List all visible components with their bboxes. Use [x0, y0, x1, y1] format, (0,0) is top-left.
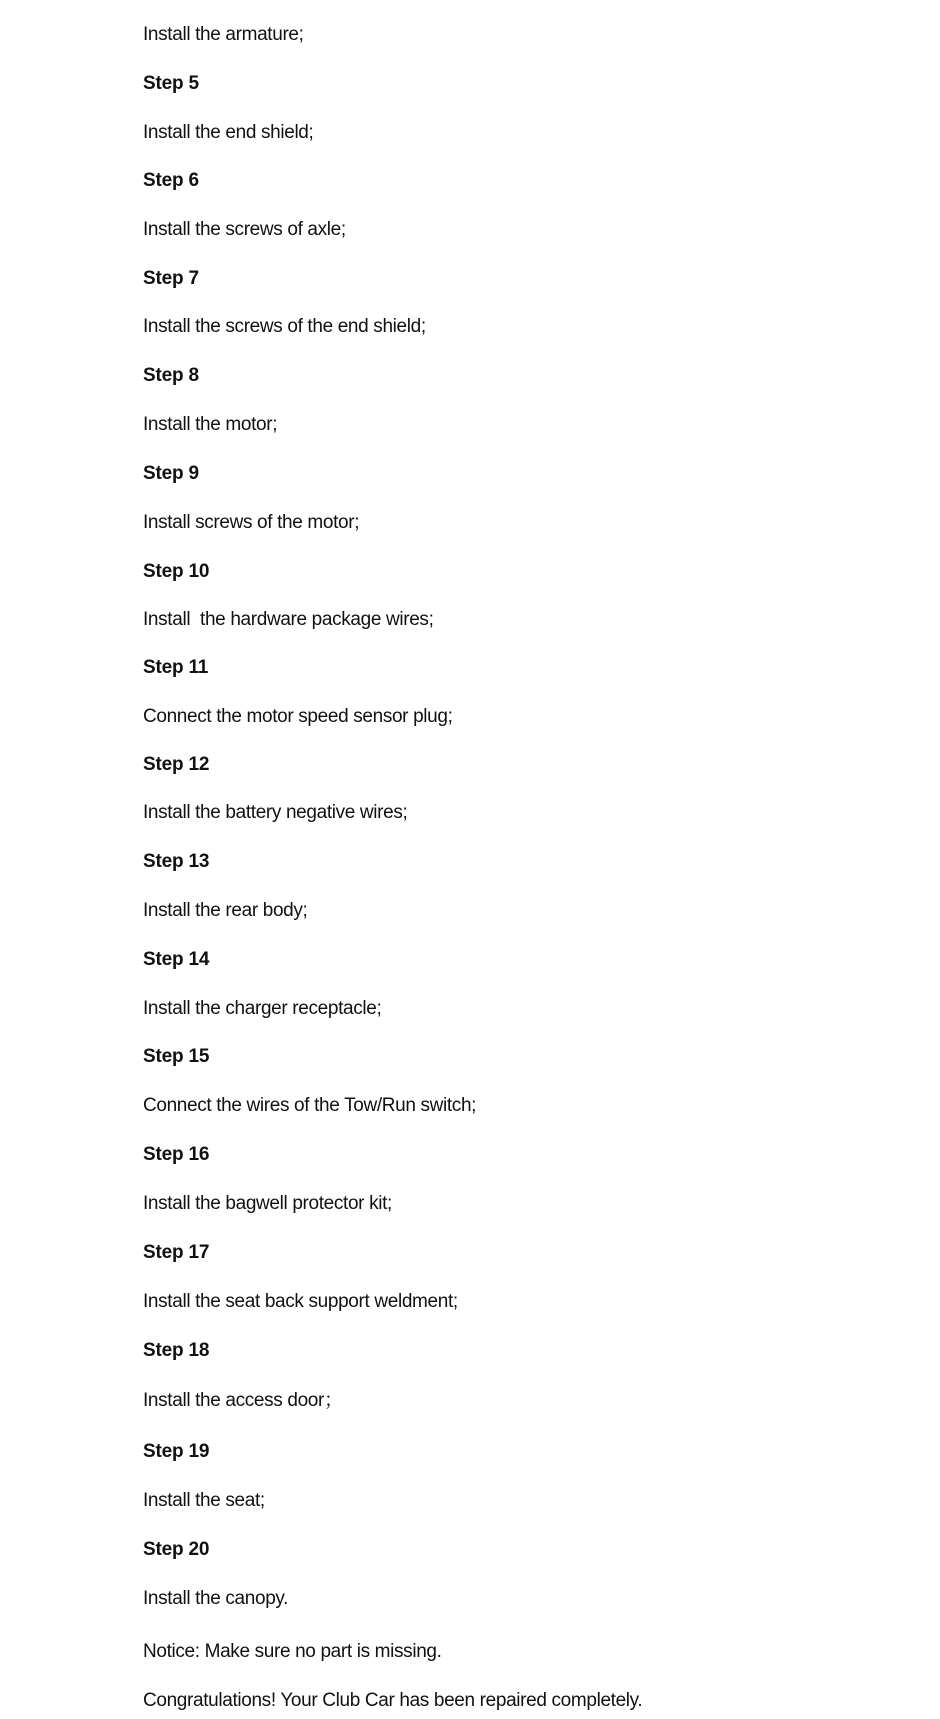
step-20-heading: Step 20 — [143, 1539, 210, 1560]
step-7-instruction: Install the screws of the end shield; — [143, 316, 426, 337]
step-5-heading: Step 5 — [143, 73, 199, 94]
step-15-instruction: Connect the wires of the Tow/Run switch; — [143, 1095, 477, 1116]
step-14-heading: Step 14 — [143, 949, 210, 970]
step-17-instruction: Install the seat back support weldment; — [143, 1291, 458, 1312]
step-19-heading: Step 19 — [143, 1441, 210, 1462]
step-15-heading: Step 15 — [143, 1046, 210, 1067]
step-18-instruction: Install the access door； — [143, 1390, 343, 1411]
step-10-instruction: Install the hardware package wires; — [143, 609, 434, 630]
step-11-heading: Step 11 — [143, 657, 209, 678]
step-18-heading: Step 18 — [143, 1340, 210, 1361]
step-8-heading: Step 8 — [143, 365, 199, 386]
step-9-heading: Step 9 — [143, 463, 199, 484]
step-9-instruction: Install screws of the motor; — [143, 512, 360, 533]
closing-text: Congratulations! Your Club Car has been repaired completely. — [143, 1690, 643, 1711]
step-13-instruction: Install the rear body; — [143, 900, 308, 921]
step-16-heading: Step 16 — [143, 1144, 210, 1165]
step-12-instruction: Install the battery negative wires; — [143, 802, 408, 823]
step-7-heading: Step 7 — [143, 268, 199, 289]
step-16-instruction: Install the bagwell protector kit; — [143, 1193, 392, 1214]
step-5-instruction: Install the end shield; — [143, 122, 314, 143]
step-10-heading: Step 10 — [143, 561, 210, 582]
intro-instruction: Install the armature; — [143, 24, 304, 45]
step-12-heading: Step 12 — [143, 754, 210, 775]
step-13-heading: Step 13 — [143, 851, 210, 872]
step-19-instruction: Install the seat; — [143, 1490, 265, 1511]
step-20-instruction: Install the canopy. — [143, 1588, 289, 1609]
step-11-instruction: Connect the motor speed sensor plug; — [143, 706, 453, 727]
step-6-heading: Step 6 — [143, 170, 199, 191]
step-6-instruction: Install the screws of axle; — [143, 219, 346, 240]
step-8-instruction: Install the motor; — [143, 414, 278, 435]
step-14-instruction: Install the charger receptacle; — [143, 998, 382, 1019]
step-17-heading: Step 17 — [143, 1242, 210, 1263]
notice-text: Notice: Make sure no part is missing. — [143, 1641, 442, 1662]
